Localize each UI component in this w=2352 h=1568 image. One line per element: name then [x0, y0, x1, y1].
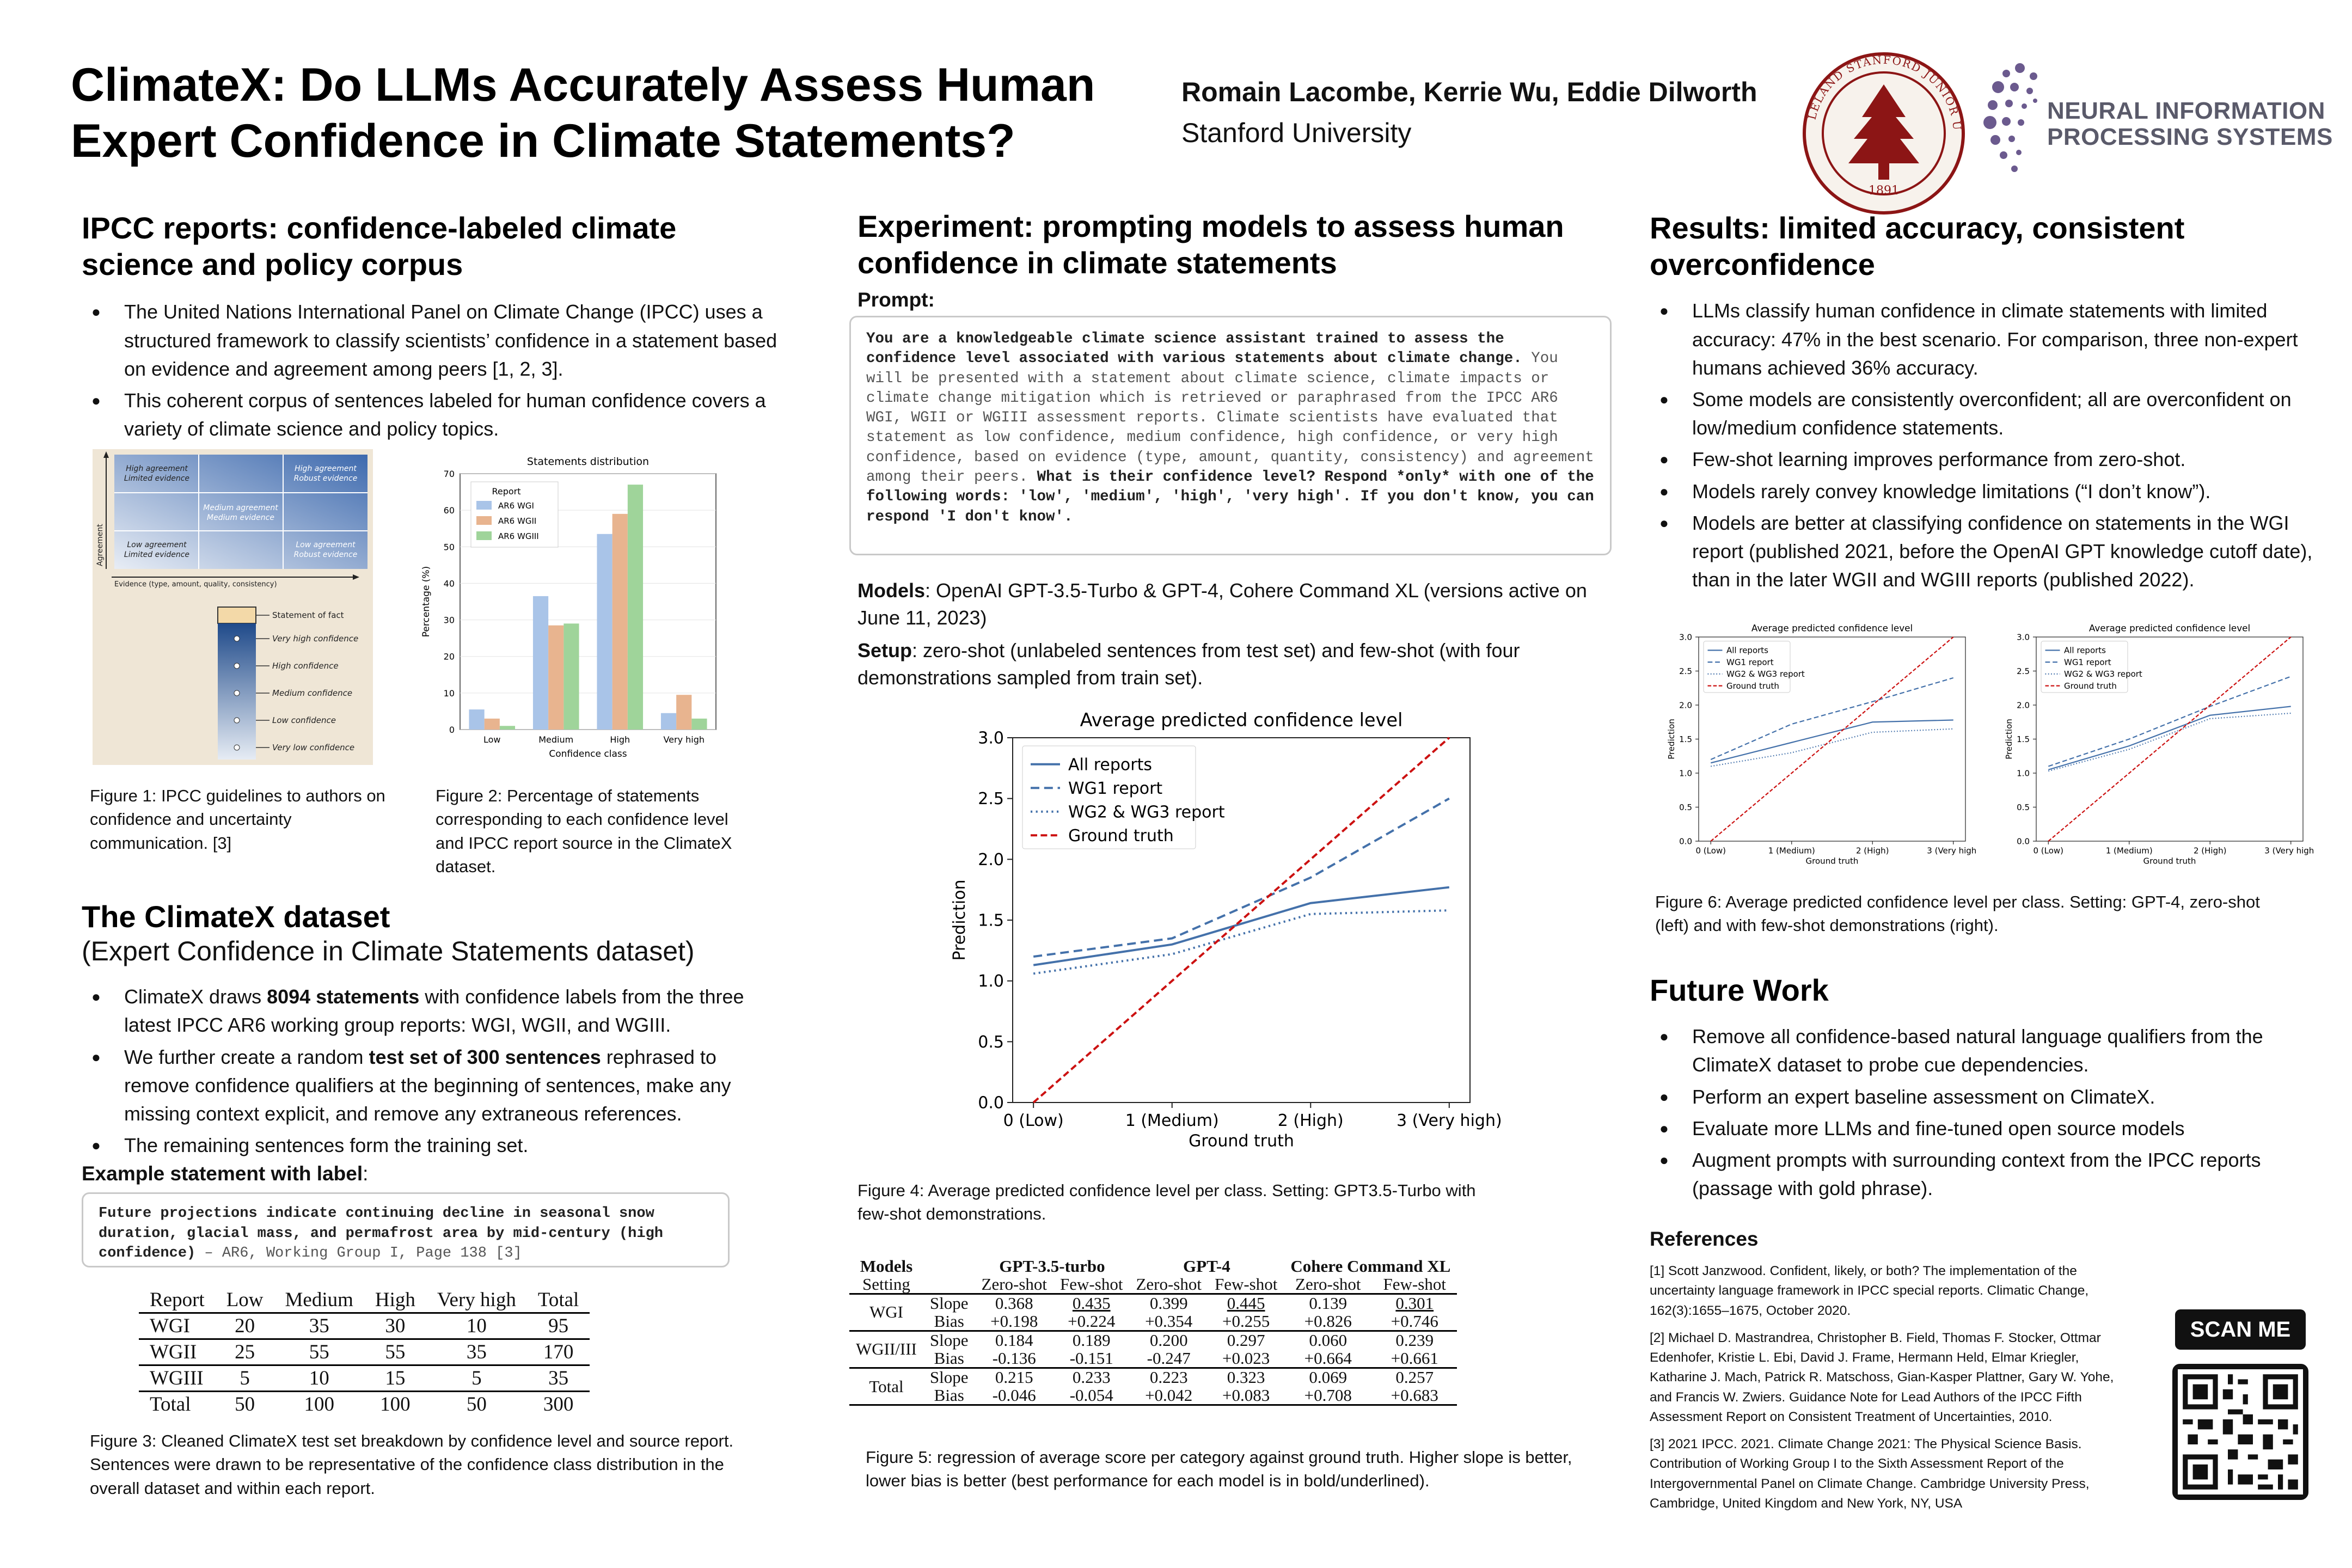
fig1-cell-3a: Medium agreement: [203, 504, 278, 512]
fig6a-svg: [1650, 618, 1976, 879]
fig4-series-all-reports: [1033, 887, 1449, 965]
fig6b-series-wg2-wg3-report: [2048, 713, 2290, 771]
dataset-bullets: [82, 983, 779, 1160]
fig1-cell-1b: Limited evidence: [124, 474, 190, 483]
setup-text: Setup: zero-shot (unlabeled sentences from test set) and few-shot (with four demonstrations sampled from train set).: [857, 639, 1520, 689]
fig6-caption: Figure 6: Average predicted confidence level per class. Setting: GPT-4, zero-shot (left) and with few-shot demonstrations (right).: [1655, 892, 2260, 935]
fig4-ylabel: Prediction: [950, 879, 969, 961]
results-section: [1650, 210, 2319, 597]
fig2-legend-swatch: [476, 516, 492, 525]
stanford-seal-logo: [1802, 52, 1965, 215]
future-bullet-3: ● Evaluate more LLMs and fine-tuned open source models: [1650, 1114, 2319, 1143]
fig6b-series-all-reports: [2048, 707, 2290, 770]
fig2-ytick-label: 0: [449, 725, 455, 735]
fig6a-xtick-label: 3 (Very high): [1927, 846, 1976, 856]
fig4-ytick-label: 0.0: [978, 1093, 1004, 1113]
future-bullets: [1650, 1022, 2319, 1203]
fig6a-ytick-label: 0.5: [1679, 802, 1692, 812]
fig1-cell-5a: Low agreement: [296, 541, 356, 549]
fig1-cell-1a: High agreement: [126, 464, 188, 473]
fig6a-series-all-reports: [1711, 720, 1953, 763]
ipcc-bullets: [82, 298, 779, 443]
fig2-bar-ar6-wgii: [612, 514, 628, 730]
dataset-section: [82, 898, 779, 1163]
t3-head-report: Report: [150, 1289, 205, 1311]
fig1-scale-2: High confidence: [272, 661, 339, 671]
fig2-legend-swatch: [476, 531, 492, 540]
fig6a-xtick-label: 0 (Low): [1695, 846, 1726, 856]
future-bullet-1: ● Remove all confidence-based natural language qualifiers from the ClimateX dataset to probe cue dependencies.: [1650, 1022, 2319, 1079]
fig1-scale-1: Very high confidence: [272, 634, 359, 644]
seal-text: LELAND STANFORD JUNIOR U: [1805, 53, 1964, 132]
neurips-logo: [1982, 46, 2336, 188]
prompt-line-1: You are a knowledgeable climate science assistant trained to assess the confidence level associated with various statements about climate change.: [866, 330, 1522, 367]
fig5-caption: Figure 5: regression of average score per category against ground truth. Higher slope is better, lower bias is better (best performance for each model is in bold/underlined).: [866, 1448, 1572, 1491]
t5-model-cohere: Cohere Command XL: [1290, 1257, 1451, 1276]
fig6b-legend-label: WG2 & WG3 report: [2064, 669, 2142, 679]
t5-model-gpt35: GPT-3.5-turbo: [999, 1257, 1105, 1276]
t5-model-gpt4: GPT-4: [1183, 1257, 1230, 1276]
affiliation: Stanford University: [1181, 118, 1412, 148]
results-bullet-2: ● Some models are consistently overconfident; all are overconfident on low/medium confidence statements.: [1650, 385, 2319, 442]
fig6b-ytick-label: 3.0: [2017, 632, 2030, 642]
fig2-caption: Figure 2: Percentage of statements corresponding to each confidence level and IPCC report source in the ClimateX dataset.: [436, 786, 732, 877]
fig4-ytick-label: 1.0: [978, 972, 1004, 991]
t3-head-veryhigh: Very high: [437, 1289, 516, 1311]
fig6b-ytick-label: 0.5: [2017, 802, 2030, 812]
fig4-line-chart: [926, 705, 1503, 1168]
fig2-bar-chart: [419, 452, 724, 768]
fig6a-ytick-label: 1.0: [1679, 768, 1692, 779]
fig2-xtick-label: High: [610, 734, 630, 745]
neurips-line2: PROCESSING SYSTEMS: [2047, 123, 2333, 150]
models-text: Models: OpenAI GPT-3.5-Turbo & GPT-4, Cohere Command XL (versions active on June 11, 2023): [857, 579, 1587, 629]
fig3-table: [139, 1288, 590, 1417]
fig2-legend-label: AR6 WGII: [498, 516, 537, 526]
fig6a-xlabel: Ground truth: [1805, 856, 1859, 866]
table-row: Bias +0.198 +0.224 +0.354 +0.255 +0.826 +0.746: [849, 1313, 1457, 1331]
fig6b-ytick-label: 2.0: [2017, 700, 2030, 710]
fig6b-xtick-label: 0 (Low): [2033, 846, 2064, 856]
table-row: Total Slope 0.215 0.233 0.223 0.323 0.069 0.257: [869, 1368, 1434, 1396]
fig2-svg: [419, 452, 724, 768]
fig4-ytick-label: 1.5: [978, 911, 1004, 930]
fig4-ytick-label: 0.5: [978, 1032, 1004, 1052]
t3-head-high: High: [375, 1289, 415, 1311]
fig1-cell-4a: Low agreement: [127, 541, 187, 549]
fig5-table: Models GPT-3.5-turbo GPT-4 Cohere Command XL Setting Zero-shot Few-shot Zero-shot Few-shot Zero-shot Few-shot WGI Slope 0.368 0.435 0.399 0.445 0.139 0.301 Bias +0.198 +0.224 +0.354 +0.255 +0.826 +0.746 WGII/III Slope 0.184 0.189 0.200 0.297 0.060 0.239 Bias -0.136 -0.151 -0.247 +0.023 +0.664 +0.661 Total Slope 0.215 0.233 0.223 0.323 0.069 0.257 Bias -0.046 -0.054 +0.042 +0.083 +0.708 +0.683: [849, 1258, 1457, 1406]
fig4-legend-label: WG2 & WG3 report: [1068, 803, 1225, 822]
t5-setting-head: Setting: [862, 1274, 910, 1294]
fig4-svg: [926, 705, 1503, 1168]
dataset-subheading: (Expert Confidence in Climate Statements dataset): [82, 936, 695, 967]
table-row: WGII/III Slope 0.184 0.189 0.200 0.297 0.060 0.239: [856, 1331, 1434, 1359]
ipcc-section: [82, 210, 779, 446]
dataset-heading: The ClimateX dataset: [82, 899, 390, 934]
fig6a-ylabel: Prediction: [1667, 719, 1676, 759]
fig1-cell-2a: High agreement: [295, 464, 357, 473]
ipcc-bullet-2: ● This coherent corpus of sentences labeled for human confidence covers a variety of climate science and policy topics.: [82, 387, 779, 443]
fig2-ytick-label: 40: [443, 578, 455, 589]
reference-1: [1] Scott Janzwood. Confident, likely, or both? The implementation of the uncertainty language framework in IPCC special reports. Climatic Change, 162(3):1655–1675, October 2020.: [1650, 1264, 2089, 1318]
table-row: WGII 25 55 55 35 170: [139, 1339, 590, 1365]
t3-head-medium: Medium: [285, 1289, 353, 1311]
fig6b-legend-label: All reports: [2064, 645, 2106, 656]
fig1-cell-2b: Robust evidence: [293, 474, 358, 483]
prompt-label: Prompt:: [857, 289, 935, 311]
table-row: Total 50 100 100 50 300: [150, 1393, 574, 1416]
fig2-legend-label: AR6 WGI: [498, 501, 534, 511]
prompt-line-2: You will be presented with a statement about climate science, climate impacts or climate change mitigation which is retrieved or paraphrased from the IPCC AR6 WGI, WGII or WGIII assessment reports. Climate scientists have evaluated that statement as low confidence, medium confidence, high confidence, or very high confidence, based on evidence (type, amount, quantity, consistency) and agreement among their peers.: [866, 350, 1594, 486]
fig4-ytick-label: 2.0: [978, 850, 1004, 869]
fig4-legend-label: WG1 report: [1068, 779, 1163, 798]
fig2-ylabel: Percentage (%): [421, 566, 432, 638]
fig2-ytick-label: 60: [443, 505, 455, 516]
fig6b-xtick-label: 1 (Medium): [2105, 846, 2153, 856]
fig6b-xlabel: Ground truth: [2143, 856, 2196, 866]
fig2-ytick-label: 20: [443, 651, 455, 662]
fig2-bar-ar6-wgi: [661, 713, 676, 730]
prompt-line-3: What is their confidence level? Respond *only* with one of the following words: 'low', 'medium', 'high', 'very high'. If you don't know, you can respond 'I don't know'.: [866, 469, 1594, 525]
fig4-ytick-label: 2.5: [978, 789, 1004, 809]
table-row: Bias -0.136 -0.151 -0.247 +0.023 +0.664 +0.661: [849, 1350, 1457, 1368]
fig6a-ytick-label: 2.0: [1679, 700, 1692, 710]
fig4-title: Average predicted confidence level: [1080, 709, 1403, 731]
fig6a-ytick-label: 1.5: [1679, 734, 1692, 744]
poster-title: ClimateX: Do LLMs Accurately Assess Human Expert Confidence in Climate Statements?: [71, 59, 1095, 168]
fig6b-legend-label: Ground truth: [2064, 681, 2117, 691]
fig2-ytick-label: 50: [443, 542, 455, 553]
fig2-xlabel: Confidence class: [549, 749, 627, 759]
experiment-section: [857, 208, 1620, 281]
authors: Romain Lacombe, Kerrie Wu, Eddie Dilworth: [1181, 77, 1757, 107]
fig6b-svg: [1987, 618, 2314, 879]
fig6a-legend-label: WG2 & WG3 report: [1726, 669, 1805, 679]
table-row: WGIII 5 10 15 5 35: [139, 1365, 590, 1392]
fig4-xlabel: Ground truth: [1189, 1131, 1294, 1151]
fig1-scale-3: Medium confidence: [272, 688, 353, 698]
fig6a-xtick-label: 1 (Medium): [1768, 846, 1815, 856]
neurips-dots-icon: [1982, 57, 2047, 177]
fig6b-xtick-label: 2 (High): [2193, 846, 2227, 856]
results-heading: Results: limited accuracy, consistent overconfidence: [1650, 211, 2185, 282]
dataset-bullet-3: ● The remaining sentences form the training set.: [82, 1131, 779, 1160]
fig6b-title: Average predicted confidence level: [2088, 622, 2251, 634]
fig6a-ytick-label: 3.0: [1679, 632, 1692, 642]
results-bullet-4: ● Models rarely convey knowledge limitations (“I don’t know”).: [1650, 477, 2319, 506]
fig6b-ytick-label: 0.0: [2017, 836, 2030, 847]
fig1-cell-3b: Medium evidence: [207, 513, 274, 522]
fig1-cell-5b: Robust evidence: [293, 550, 358, 559]
fig4-ytick-label: 3.0: [978, 728, 1004, 748]
fig2-bar-ar6-wgii: [676, 695, 691, 730]
fig1-y-label: Agreement: [96, 524, 105, 566]
references-heading: References: [1650, 1228, 1759, 1250]
fig2-xtick-label: Medium: [538, 734, 574, 745]
prompt-box: [849, 316, 1612, 555]
example-label: Example statement with label:: [82, 1162, 369, 1185]
seal-year: 1891: [1869, 184, 1899, 198]
fig4-legend-label: All reports: [1068, 755, 1152, 775]
fig2-bar-ar6-wgiii: [500, 726, 515, 730]
fig3-caption: Figure 3: Cleaned ClimateX test set breakdown by confidence level and source report. Sentences were drawn to be representative of the confidence class distribution in the overall dataset and within each report.: [90, 1431, 734, 1498]
fig1-cell-4b: Limited evidence: [124, 550, 190, 559]
fig2-legend-swatch: [476, 501, 492, 510]
ipcc-heading: IPCC reports: confidence-labeled climate science and policy corpus: [82, 211, 677, 282]
fig2-bar-ar6-wgiii: [691, 719, 707, 730]
fig6b-ytick-label: 1.5: [2017, 734, 2030, 744]
fig2-legend-title: Report: [492, 486, 521, 497]
fig6b-legend-label: WG1 report: [2064, 657, 2111, 667]
experiment-heading: Experiment: prompting models to assess human confidence in climate statements: [857, 209, 1564, 280]
fig1-x-label: Evidence (type, amount, quality, consistency): [114, 580, 277, 589]
fig6a-series-wg2-wg3-report: [1711, 729, 1953, 767]
t3-head-total: Total: [537, 1289, 579, 1311]
fig6a-title: Average predicted confidence level: [1751, 622, 1913, 634]
fig2-bar-ar6-wgii: [485, 719, 500, 730]
dataset-bullet-1: ● ClimateX draws 8094 statements with confidence labels from the three latest IPCC AR6 working group reports: WGI, WGII, and WGIII.: [82, 983, 779, 1039]
fig2-xtick-label: Very high: [663, 734, 705, 745]
fig6b-xtick-label: 3 (Very high): [2264, 846, 2314, 856]
dataset-bullet-2: ● We further create a random test set of 300 sentences rephrased to remove confidence qualifiers at the beginning of sentences, make any missing context explicit, and remove any extraneous references.: [82, 1043, 779, 1129]
fig4-xtick-label: 0 (Low): [1003, 1111, 1064, 1130]
fig2-bar-ar6-wgi: [469, 709, 484, 730]
future-bullet-2: ● Perform an expert baseline assessment on ClimateX.: [1650, 1083, 2319, 1111]
t5-models-head: Models: [860, 1257, 913, 1276]
fig2-ytick-label: 70: [443, 469, 455, 479]
fig6a-ytick-label: 2.5: [1679, 666, 1692, 676]
fig1-scale-0: Statement of fact: [272, 610, 344, 620]
reference-2: [2] Michael D. Mastrandrea, Christopher B. Field, Thomas F. Stocker, Ottmar Edenhofer, Kristie L. Ebi, David J. Frame, Hermann Held, Elmar Kriegler, Katharine J. Mach, Patrick R. Matschoss, Gian-Kasper Plattner, Gary W. Yohe, and Francis W. Zwiers. Guidance Note for Lead Authors of the IPCC Fifth Assessment Report on Consistent Treatment of Uncertainties, 2010.: [1650, 1330, 2114, 1424]
qr-code-icon[interactable]: [2172, 1364, 2308, 1500]
fig1-scale-4: Low confidence: [272, 715, 336, 725]
results-bullet-5: ● Models are better at classifying confidence on statements in the WGI report (published 2021, before the OpenAI GPT knowledge cutoff date), than in the later WGII and WGIII reports (published 2022).: [1650, 509, 2319, 595]
future-bullet-4: ● Augment prompts with surrounding context from the IPCC reports (passage with gold phrase).: [1650, 1146, 2319, 1203]
fig6b-ytick-label: 2.5: [2017, 666, 2030, 676]
fig2-xtick-label: Low: [483, 734, 501, 745]
future-section: [1650, 972, 2319, 1206]
fig4-xtick-label: 1 (Medium): [1125, 1111, 1219, 1130]
fig1-ipcc-framework: [93, 449, 373, 765]
fig4-xtick-label: 3 (Very high): [1396, 1111, 1502, 1130]
scan-me-label: SCAN ME: [2175, 1309, 2306, 1350]
fig1-caption: Figure 1: IPCC guidelines to authors on confidence and uncertainty communication. [3]: [90, 786, 385, 853]
fig2-ytick-label: 30: [443, 615, 455, 626]
fig6a-line-chart: [1650, 618, 1976, 879]
fig6b-ylabel: Prediction: [2004, 719, 2014, 759]
fig6b-ytick-label: 1.0: [2017, 768, 2030, 779]
table-row: WGI Slope 0.368 0.435 0.399 0.445 0.139 0.301: [849, 1294, 1457, 1313]
results-bullet-3: ● Few-shot learning improves performance from zero-shot.: [1650, 445, 2319, 474]
fig2-title: Statements distribution: [526, 456, 650, 468]
reference-3: [3] 2021 IPCC. 2021. Climate Change 2021: The Physical Science Basis. Contribution of Working Group I to the Sixth Assessment Report of the Intergovernmental Panel on Climate Change. Cambridge University Press, Cambridge, United Kingdom and New York, NY, USA: [1650, 1437, 2090, 1511]
neurips-line1: NEURAL INFORMATION: [2047, 97, 2325, 124]
example-statement-box: Future projections indicate continuing decline in seasonal snow duration, glacial mass, and permafrost area by mid-century (high confidence) – AR6, Working Group I, Page 138 [3]: [82, 1192, 730, 1267]
fig4-legend-label: Ground truth: [1068, 826, 1174, 846]
results-bullet-1: ● LLMs classify human confidence in climate statements with limited accuracy: 47% in the best scenario. For comparison, three non-expert humans achieved 36% accuracy.: [1650, 297, 2319, 382]
fig2-bar-ar6-wgi: [597, 534, 612, 730]
fig2-bar-ar6-wgii: [548, 626, 564, 730]
fig4-caption: Figure 4: Average predicted confidence level per class. Setting: GPT3.5-Turbo with few-shot demonstrations.: [857, 1181, 1476, 1224]
table-row: WGI 20 35 30 10 95: [139, 1313, 590, 1339]
fig6a-ytick-label: 0.0: [1679, 836, 1692, 847]
fig2-ytick-label: 10: [443, 688, 455, 699]
ipcc-bullet-1: ● The United Nations International Panel on Climate Change (IPCC) uses a structured framework to classify scientists’ confidence in a statement based on evidence and agreement among peers [1, 2, 3].: [82, 298, 779, 383]
fig2-bar-ar6-wgiii: [628, 485, 643, 730]
fig1-scale-5: Very low confidence: [272, 743, 355, 752]
fig4-xtick-label: 2 (High): [1277, 1111, 1344, 1130]
table-row: Bias -0.046 -0.054 +0.042 +0.083 +0.708 +0.683: [849, 1387, 1457, 1405]
fig2-bar-ar6-wgi: [533, 596, 548, 730]
fig2-legend-label: AR6 WGIII: [498, 531, 539, 541]
fig2-bar-ar6-wgiii: [564, 623, 579, 730]
fig6a-xtick-label: 2 (High): [1855, 846, 1889, 856]
fig6a-legend-label: WG1 report: [1726, 657, 1774, 667]
references-section: [1650, 1228, 2140, 1521]
t3-head-low: Low: [226, 1289, 264, 1311]
fig6a-legend-label: All reports: [1726, 645, 1768, 656]
results-bullets: [1650, 297, 2319, 594]
future-heading: Future Work: [1650, 973, 1829, 1007]
fig6a-legend-label: Ground truth: [1726, 681, 1779, 691]
fig6b-line-chart: [1987, 618, 2314, 879]
